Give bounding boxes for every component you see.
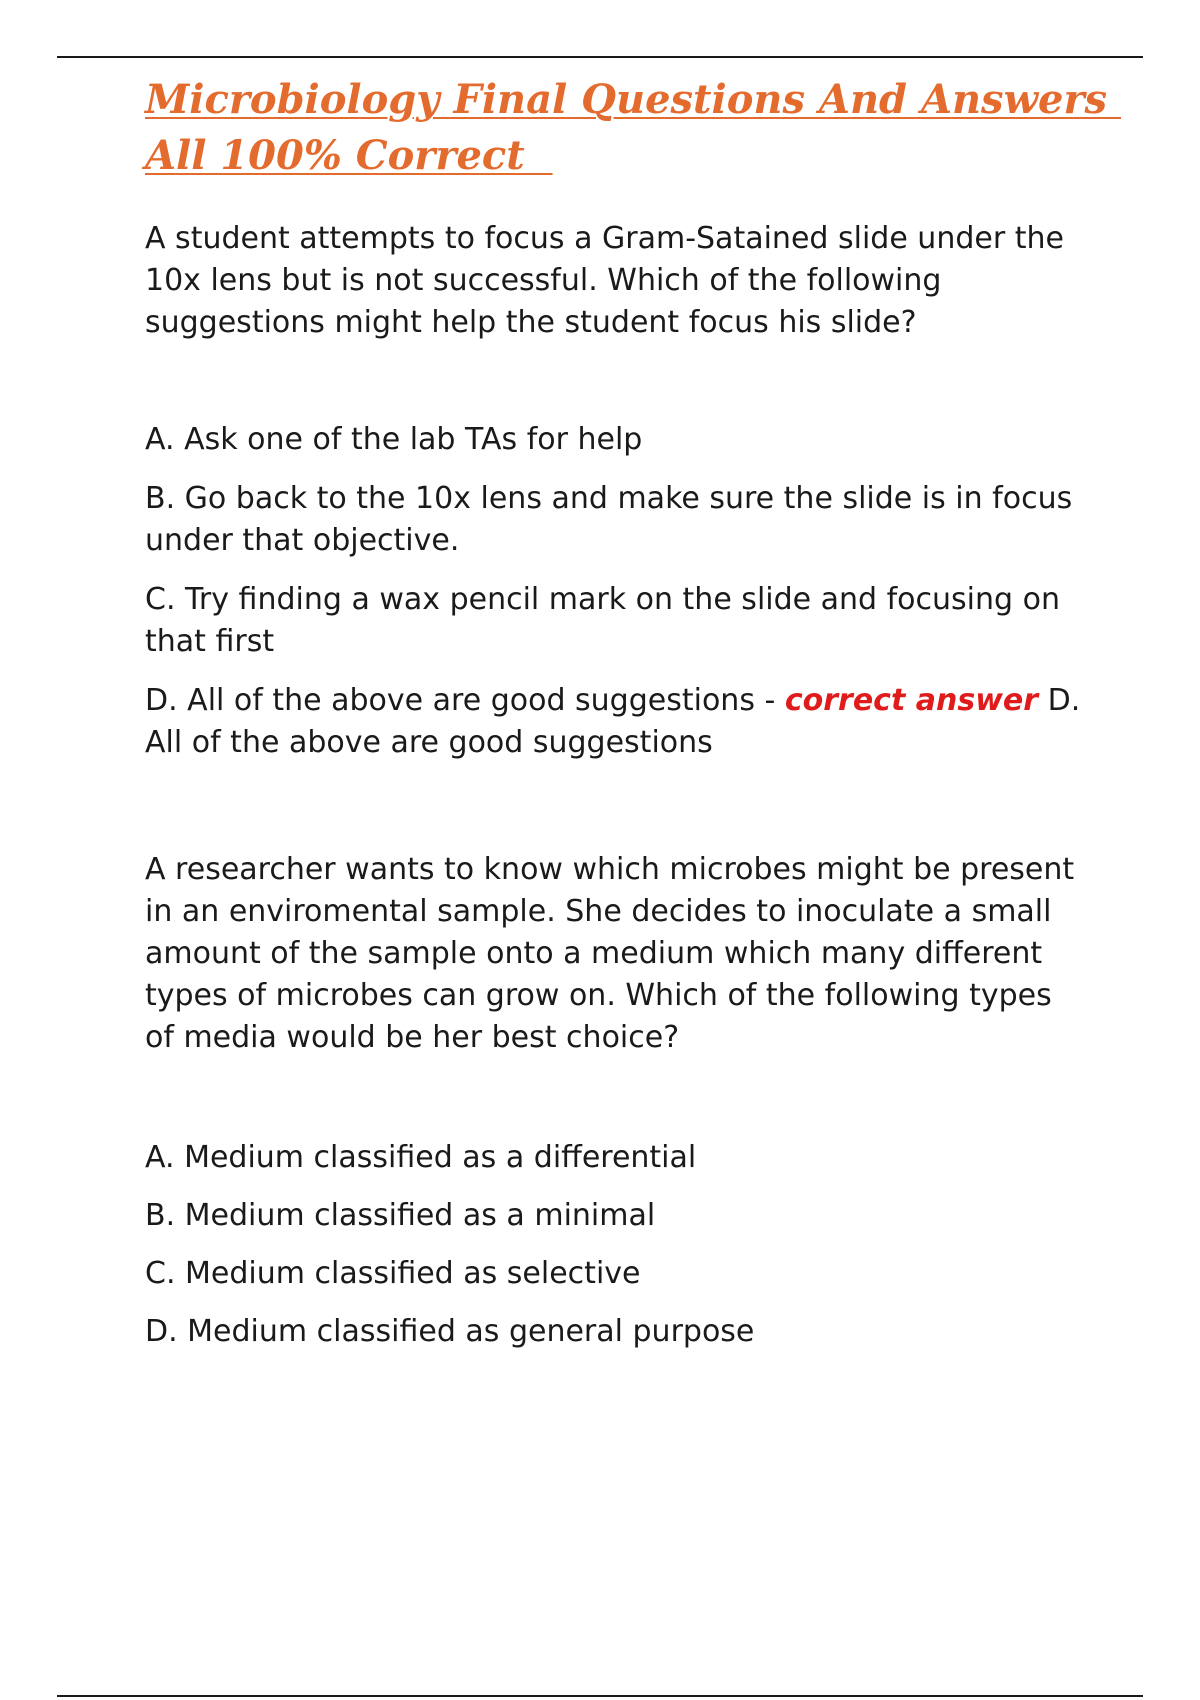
question-prompt: A researcher wants to know which microbes might be present in an enviromental sample. She decides to inoculate a small amount of the sample onto a medium which many different types of microbes can grow on. Which of the following types of media would be her best choice?: [145, 852, 1075, 1055]
question-block-1: [145, 218, 1085, 764]
title-line-2: All 100% Correct: [145, 132, 553, 179]
document-title: [145, 72, 1121, 184]
answer-option-c: C. Try finding a wax pencil mark on the slide and focusing on that first: [145, 582, 1060, 659]
correct-answer-text: D. All of the above are good suggestions: [145, 683, 1081, 760]
title-line-1: Microbiology Final Questions And Answers: [145, 76, 1121, 123]
answer-option-a: A. Medium classified as a differential: [145, 1140, 697, 1175]
bottom-rule: [57, 1695, 1143, 1697]
question-prompt: A student attempts to focus a Gram-Satained slide under the 10x lens but is not successful. Which of the following suggestions might help the student focus his slide?: [145, 221, 1064, 340]
answer-option-b: B. Medium classified as a minimal: [145, 1198, 656, 1233]
answer-option-a: A. Ask one of the lab TAs for help: [145, 422, 643, 457]
answer-options: [145, 1137, 1085, 1353]
answer-option-c: C. Medium classified as selective: [145, 1256, 641, 1291]
answer-option-d: D. Medium classified as general purpose: [145, 1314, 755, 1349]
answer-option-d-text: D. All of the above are good suggestions -: [145, 683, 785, 718]
question-block-2: [145, 849, 1085, 1353]
answer-option-d: [145, 680, 1085, 764]
answer-option-b: B. Go back to the 10x lens and make sure the slide is in focus under that objective.: [145, 481, 1073, 558]
correct-answer-label: correct answer: [784, 683, 1039, 718]
document-body: [145, 72, 1121, 1369]
answer-options: [145, 419, 1085, 764]
top-rule: [57, 56, 1143, 58]
